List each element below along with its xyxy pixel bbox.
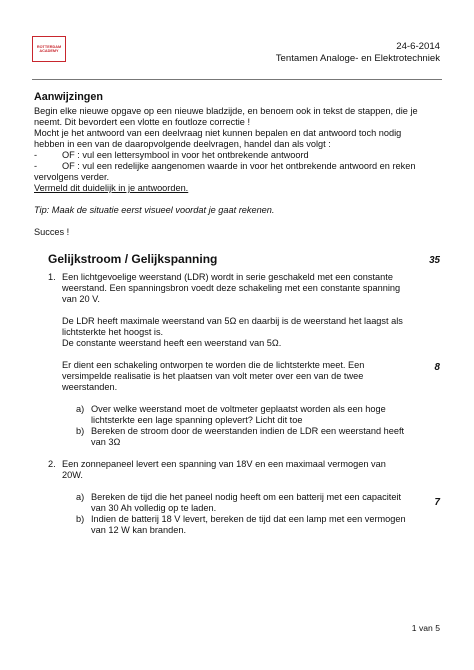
question-2-line-2: 20W. (62, 470, 83, 480)
header-course: Tentamen Analoge- en Elektrotechniek (275, 53, 440, 64)
bullet-text-1: OF : vul een lettersymbool in voor het ontbrekende antwoord (62, 150, 309, 160)
instructions-line-3: Mocht je het antwoord van een deelvraag niet kunnen bepalen en dat antwoord toch nodig (34, 128, 402, 138)
section-points: 35 (429, 255, 440, 266)
question-2-line-1: Een zonnepaneel levert een spanning van 18V en een maximaal vermogen van (62, 459, 386, 469)
logo-text-line-2: ACADEMY (39, 49, 59, 53)
question-1b-line-2: van 3Ω (91, 437, 121, 447)
question-2b-line-2: van 12 W kan branden. (91, 525, 186, 535)
question-1-design-line-1: Er dient een schakeling ontworpen te worden die de lichtsterkte meet. Een (62, 360, 365, 370)
question-1b-line-1: Bereken de stroom door de weerstanden indien de LDR een weerstand heeft (91, 426, 405, 436)
page-number: 1 van 5 (411, 623, 440, 633)
question-1-line-3: van 20 V. (62, 294, 100, 304)
closing-text: Succes ! (34, 227, 70, 237)
question-1-number: 1. (48, 272, 56, 282)
question-2b-line-1: Indien de batterij 18 V levert, bereken de tijd dat een lamp met een vermogen (91, 514, 406, 524)
section-title: Gelijkstroom / Gelijkspanning (48, 252, 218, 266)
header-date: 24-6-2014 (396, 41, 440, 52)
question-1-ldr-line-3: De constante weerstand heeft een weerstand van 5Ω. (62, 338, 282, 348)
tip-text: Tip: Maak de situatie eerst visueel voordat je gaat rekenen. (34, 205, 275, 215)
question-1-points: 8 (434, 362, 440, 373)
question-1-design-line-3: weerstanden. (62, 382, 118, 392)
bullet-continuation: vervolgens verder. (34, 172, 110, 182)
question-2b-label: b) (76, 514, 85, 524)
question-1-design-line-2: versimpelde realisatie is het plaatsen van volt meter over een van de twee (62, 371, 364, 381)
question-2a-label: a) (76, 492, 85, 502)
question-1a-label: a) (76, 404, 85, 414)
bullet-marker-2: - (34, 161, 38, 171)
bullet-text-2: OF : vul een redelijke aangenomen waarde in voor het ontbrekende antwoord en reken (62, 161, 416, 171)
question-2a-line-1: Bereken de tijd die het paneel nodig heeft om een batterij met een capaciteit (91, 492, 402, 502)
question-1a-line-2: lichtsterkte een lage spanning oplevert? Licht dit toe (91, 415, 303, 425)
instructions-line-4: hebben in een van de daaropvolgende deelvragen, handel dan als volgt : (34, 139, 331, 149)
question-1-ldr-line-1: De LDR heeft maximale weerstand van 5Ω en daarbij is de weerstand het laagst als (62, 316, 403, 326)
academy-logo (32, 36, 66, 62)
instructions-title: Aanwijzingen (34, 91, 103, 103)
bullet-marker-1: - (34, 150, 38, 160)
instructions-line-2: neemt. Dit bevordert een vlotte en foutloze correctie ! (34, 117, 251, 127)
question-1-line-2: weerstand. Een spanningsbron voedt deze schakeling met een constante spanning (62, 283, 401, 293)
question-1a-line-1: Over welke weerstand moet de voltmeter geplaatst worden als een hoge (91, 404, 386, 414)
header-rule (32, 79, 442, 80)
question-2-number: 2. (48, 459, 56, 469)
instructions-line-1: Begin elke nieuwe opgave op een nieuwe bladzijde, en benoem ook in tekst de stappen, die je (34, 106, 418, 116)
question-1-line-1: Een lichtgevoelige weerstand (LDR) wordt in serie geschakeld met een constante (62, 272, 393, 282)
question-2-points: 7 (434, 497, 440, 508)
question-2a-line-2: van 30 Ah volledig op te laden. (91, 503, 217, 513)
question-1-ldr-line-2: lichtsterkte het hoogst is. (62, 327, 164, 337)
logo-text-line-1: ROTTERDAM (36, 44, 62, 49)
question-1b-label: b) (76, 426, 85, 436)
underlined-note: Vermeld dit duidelijk in je antwoorden. (34, 183, 189, 193)
